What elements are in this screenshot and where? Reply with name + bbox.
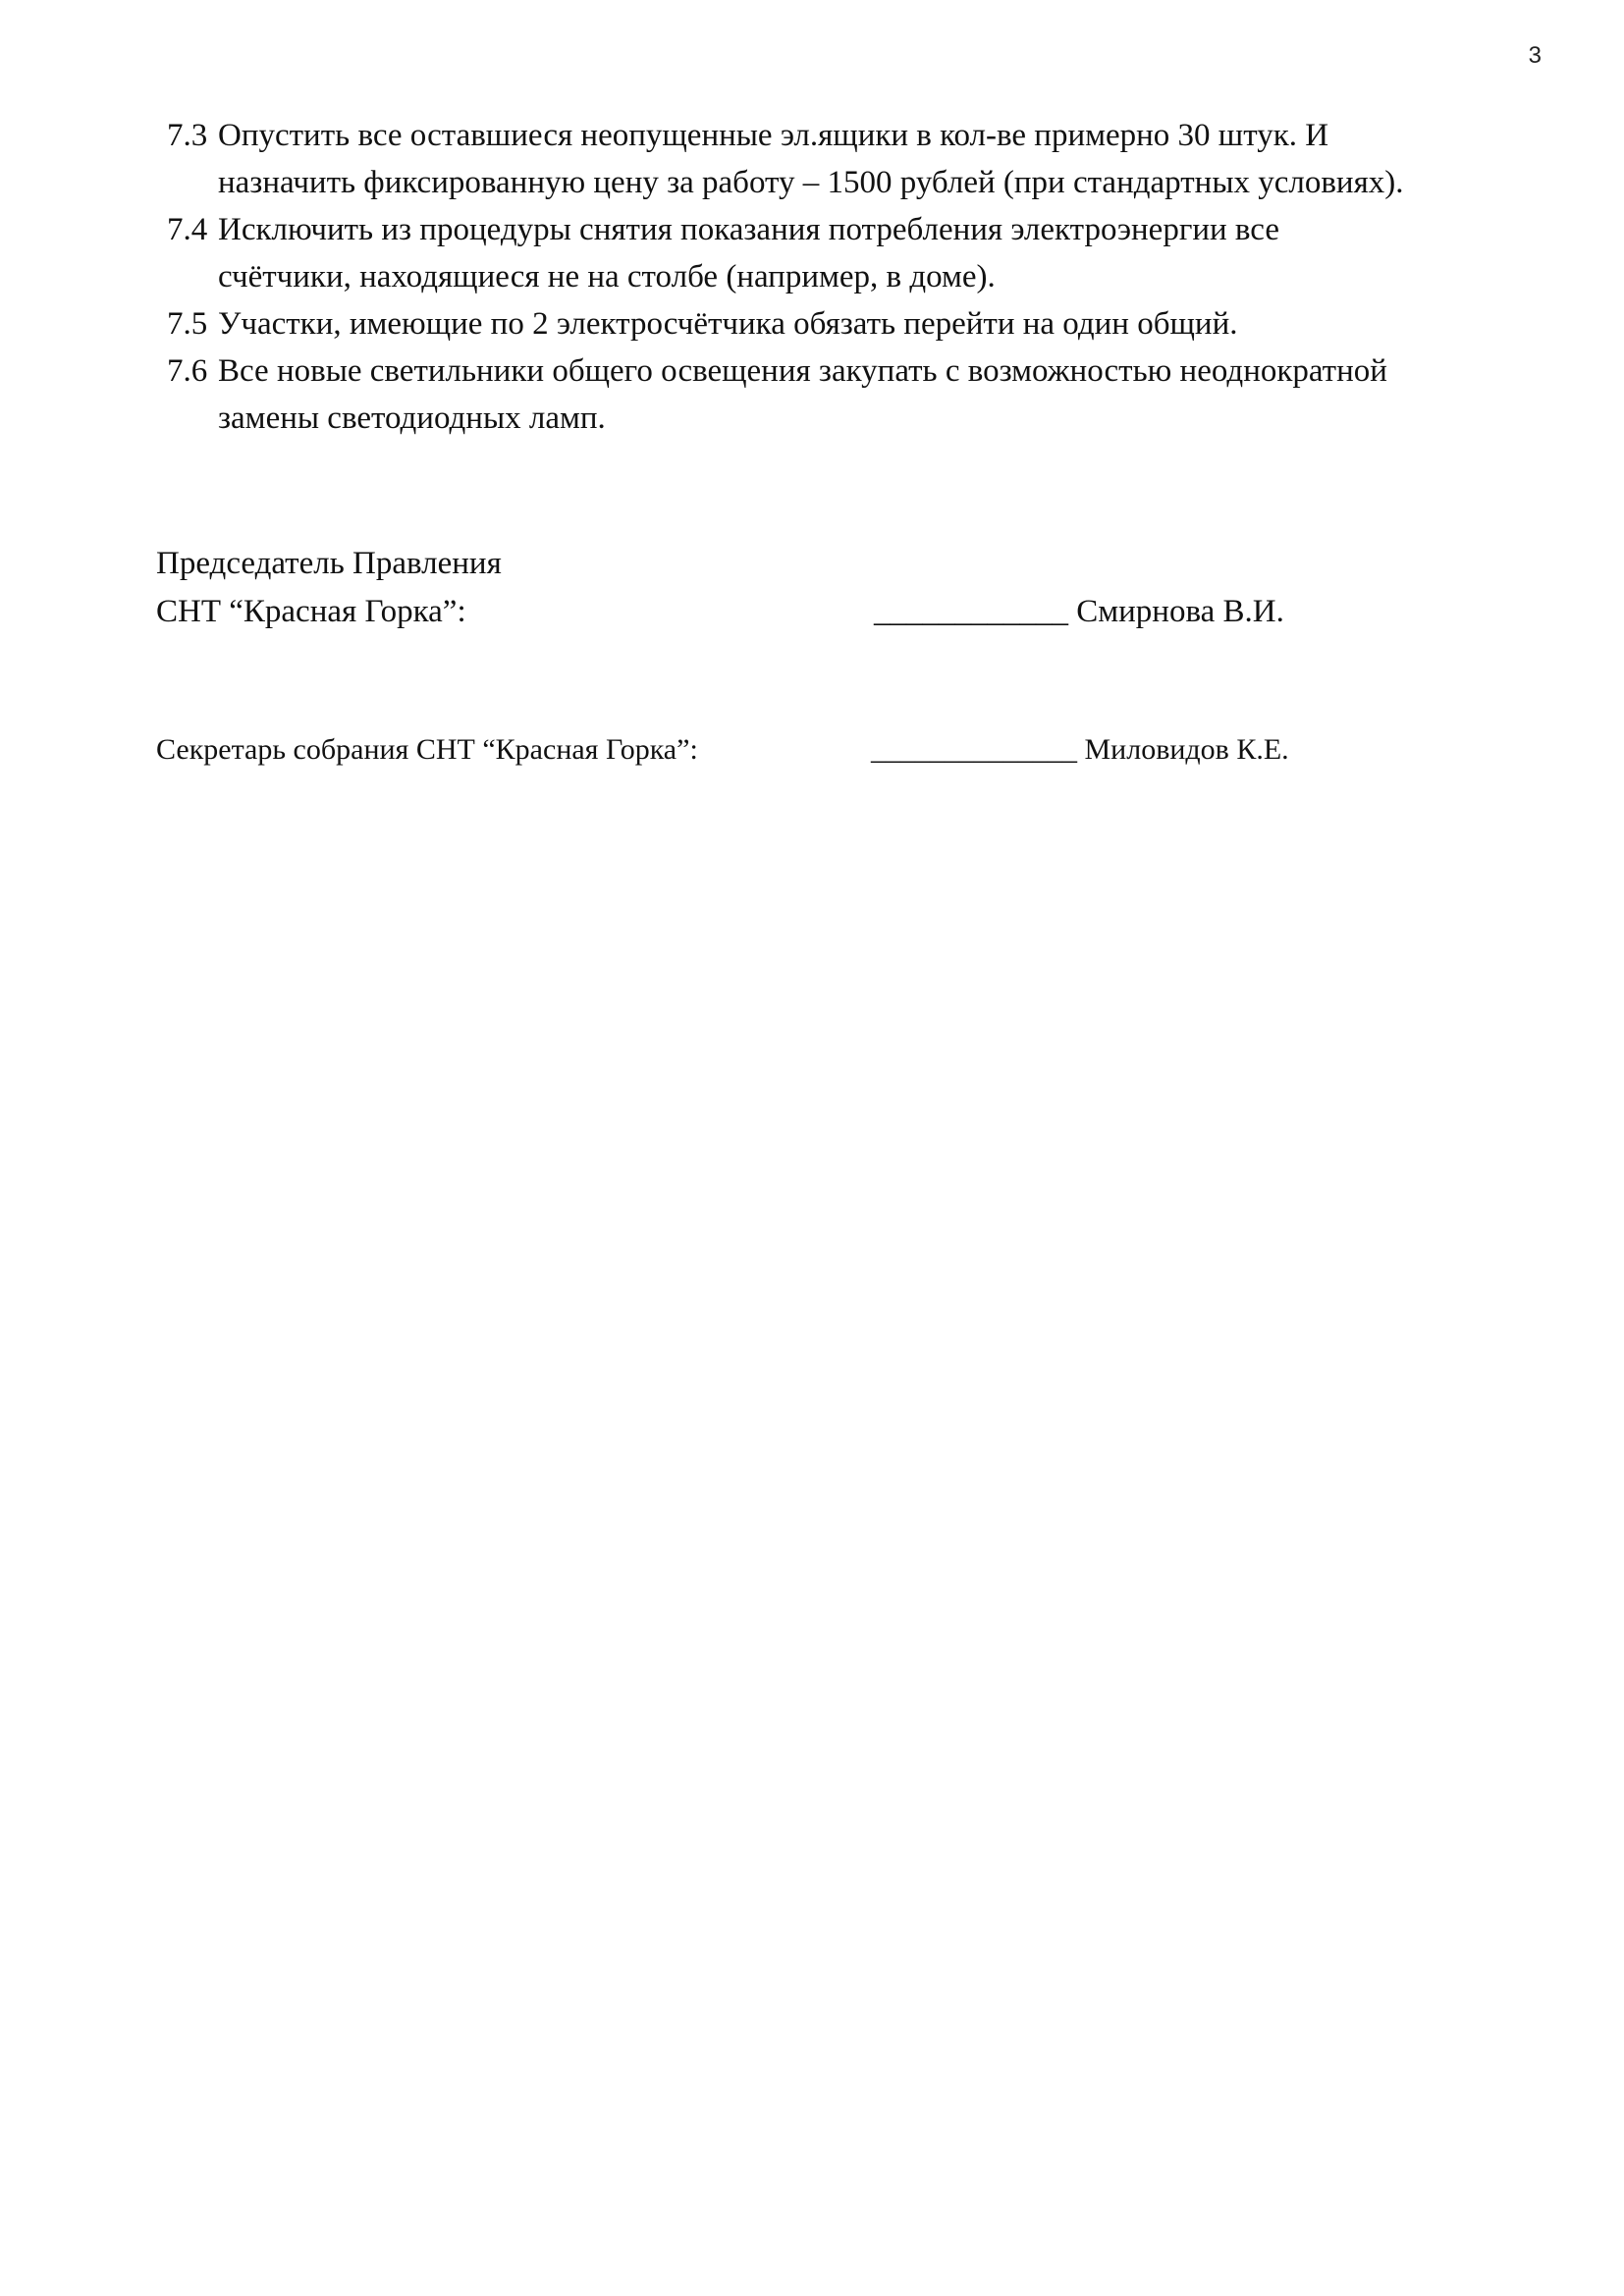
- list-item: [167, 347, 1561, 442]
- item-text: [218, 206, 1561, 300]
- secretary-signature-line: ______________ Миловидов К.Е.: [871, 733, 1289, 766]
- item-number: 7.3: [167, 118, 208, 153]
- resolution-items-list: [167, 112, 1561, 442]
- item-text: [218, 112, 1561, 206]
- item-line: счётчики, находящиеся не на столбе (например, в доме).: [218, 259, 996, 294]
- item-line: Исключить из процедуры снятия показания потребления электроэнергии все: [218, 212, 1280, 247]
- item-line: Все новые светильники общего освещения закупать с возможностью неоднократной: [218, 353, 1387, 389]
- item-text: [218, 300, 1561, 347]
- item-line: замены светодиодных ламп.: [218, 400, 606, 436]
- secretary-title: Секретарь собрания СНТ “Красная Горка”:: [156, 733, 698, 766]
- item-line: Участки, имеющие по 2 электросчётчика обязать перейти на один общий.: [218, 306, 1238, 342]
- item-text: [218, 347, 1561, 442]
- chairman-organization: СНТ “Красная Горка”:: [156, 594, 466, 629]
- item-line: Опустить все оставшиеся неопущенные эл.ящики в кол-ве примерно 30 штук. И: [218, 118, 1329, 153]
- chairman-signature-block: [156, 540, 1433, 636]
- item-number: 7.5: [167, 306, 208, 342]
- page-number: 3: [1528, 42, 1542, 69]
- item-line: назначить фиксированную цену за работу – 1500 рублей (при стандартных условиях).: [218, 165, 1404, 200]
- chairman-signature-line: ____________ Смирнова В.И.: [874, 594, 1284, 629]
- chairman-title: Председатель Правления: [156, 546, 502, 581]
- list-item: [167, 300, 1561, 347]
- signature-row: [156, 540, 1433, 588]
- item-number: 7.6: [167, 353, 208, 389]
- list-item: [167, 206, 1561, 300]
- item-number: 7.4: [167, 212, 208, 247]
- secretary-signature-block: [156, 728, 1433, 772]
- signature-row: [156, 588, 1433, 636]
- list-item: [167, 112, 1561, 206]
- signature-row: [156, 728, 1433, 772]
